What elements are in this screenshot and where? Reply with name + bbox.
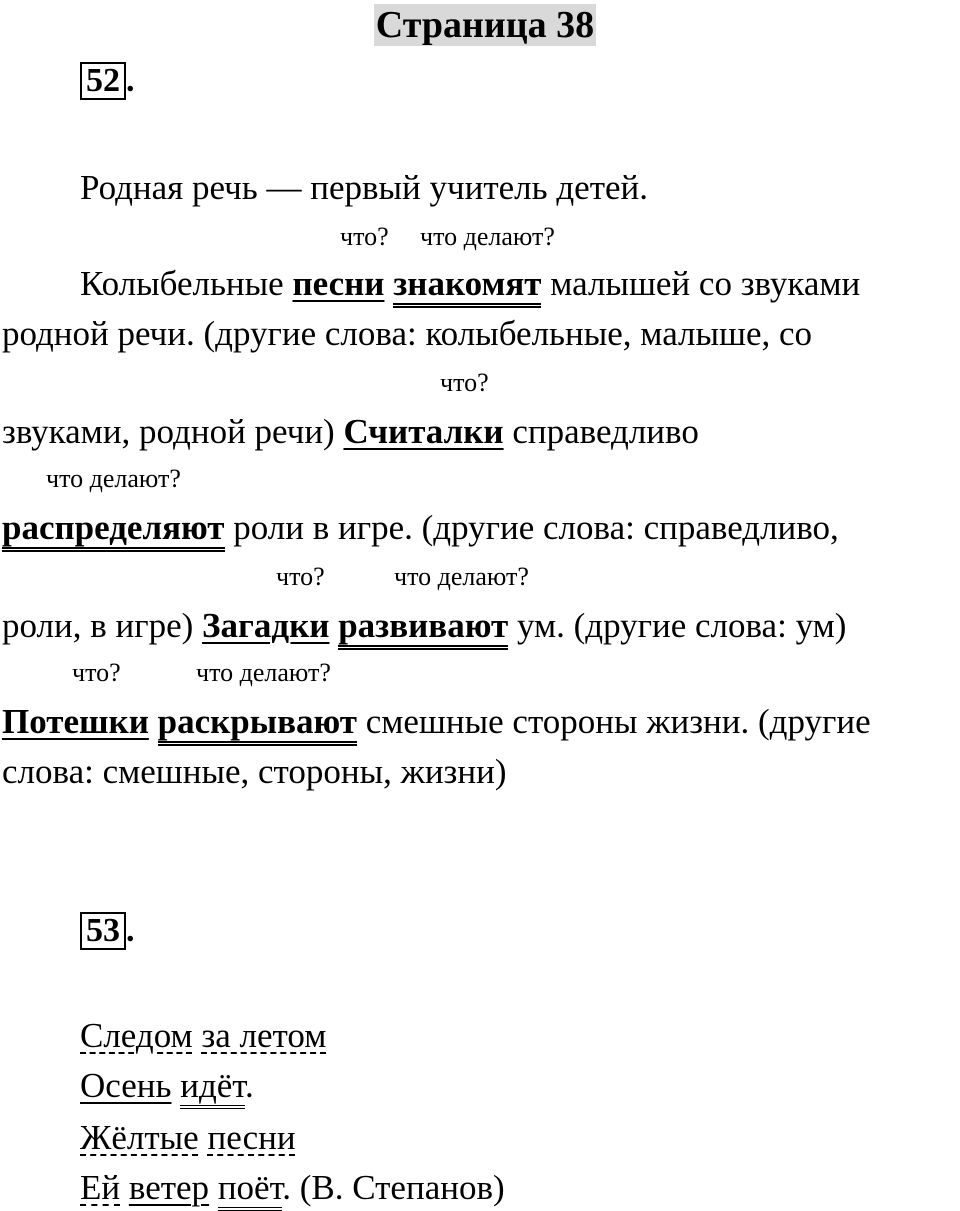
question-label: что? [276,562,325,591]
text-span: ум. (другие слова: ум) [508,606,847,645]
predicate-word: развивают [338,606,508,650]
subject-word: Считалки [343,412,504,451]
text-span: смешные стороны жизни. (другие [356,702,871,741]
secondary-word: Жёлтые [80,1118,199,1157]
exercise-number-dot: . [126,62,135,99]
page-title: Страница 38 [375,4,595,46]
ex52-line-1: Родная речь — первый учитель детей. [80,168,649,207]
subject-word: ветер [128,1168,210,1207]
ex52-line-8: слова: смешные, стороны, жизни) [2,752,507,791]
subject-word: Осень [80,1066,172,1105]
exercise-53-number [80,912,144,950]
question-label: что? [440,368,489,397]
text-span: роли, в игре) [2,606,203,645]
poem-line-3 [80,1118,296,1158]
ex52-line-7 [2,702,871,742]
text-span: . [244,1066,254,1105]
predicate-word: поёт [218,1168,282,1211]
exercise-number-box: 53 [80,912,126,950]
question-label: что делают? [394,562,529,591]
predicate-word: идёт [180,1066,245,1109]
ex52-line-2 [80,264,860,304]
ex52-line-4 [2,412,699,452]
question-label: что делают? [46,464,181,493]
predicate-word: раскрывают [158,702,357,746]
exercise-number-dot: . [126,912,135,949]
ex52-line-6 [2,606,846,646]
ex52-line-5 [2,508,839,548]
ex52-line-3: родной речи. (другие слова: колыбельные, малыше, со [2,314,813,353]
text-span: роли в игре. (другие слова: справедливо, [224,508,839,547]
exercise-number-box: 52 [80,62,126,100]
text-span: малышей со звуками [541,264,861,303]
subject-word: Потешки [2,702,149,741]
secondary-word: Следом [80,1016,193,1055]
exercise-52-number [80,62,144,100]
secondary-word: за летом [201,1016,327,1055]
predicate-word: знакомят [393,264,541,308]
secondary-word: песни [207,1118,296,1157]
subject-word: Загадки [202,606,330,645]
text-span: Колыбельные [80,264,293,303]
poem-line-2 [80,1066,254,1106]
poem-line-4 [80,1168,505,1208]
text-span: звуками, родной речи) [2,412,344,451]
secondary-word: Ей [80,1168,121,1207]
poem-line-1 [80,1016,326,1056]
question-label: что? [340,222,389,251]
text-span: . (В. Степанов) [282,1168,505,1207]
text-span: справедливо [503,412,699,451]
predicate-word: распределяют [2,508,225,552]
question-label: что делают? [196,658,331,687]
question-label: что делают? [420,222,555,251]
subject-word: песни [292,264,385,303]
question-label: что? [72,658,121,687]
